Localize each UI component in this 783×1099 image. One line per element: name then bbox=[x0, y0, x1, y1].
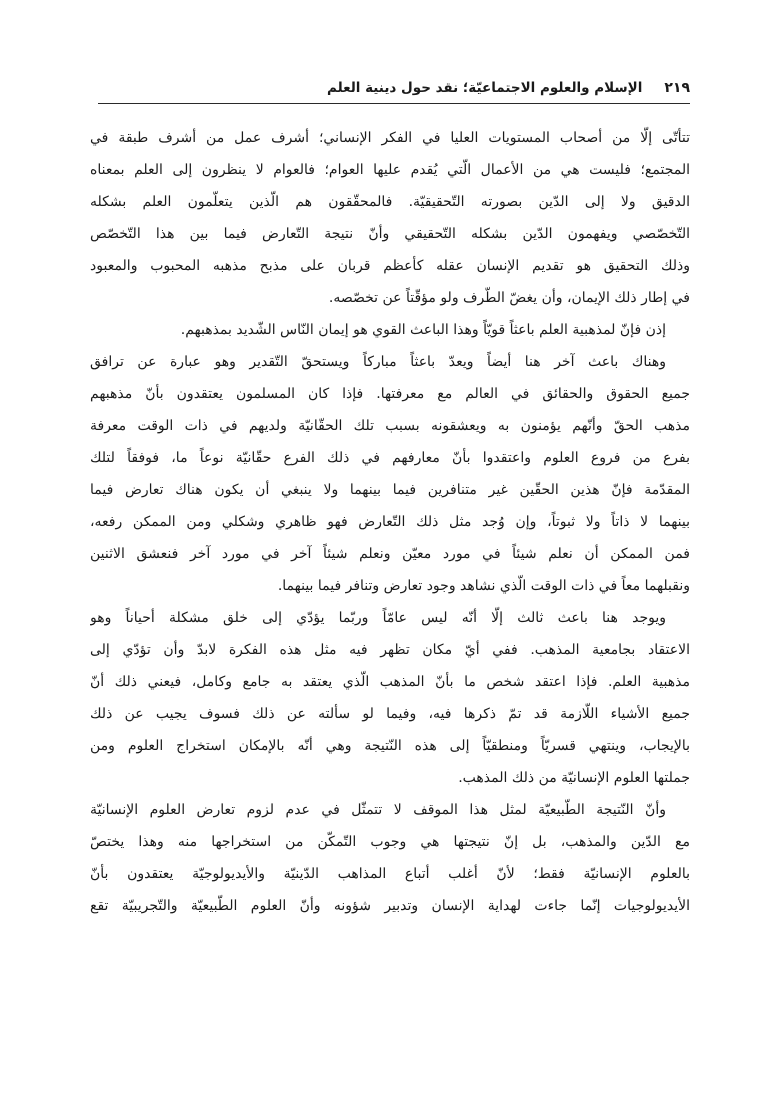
text-line: الأيديولوجيات إنّما جاءت لهداية الإنسان وتدبير شؤونه وأنّ العلوم الطّبيعيّة والتّجريبيّة تقع bbox=[90, 898, 690, 914]
body-text bbox=[90, 122, 690, 922]
text-line: وهناك باعث آخر هنا أيضاً ويعدّ باعثاً مباركاً ويستحقّ التّقدير وهو عبارة عن ترافق bbox=[90, 354, 666, 370]
text-line: جميع الأشياء اللّازمة قد تمّ ذكرها فيه، وفيما لو سألته عن ذلك فسوف يجيب عن ذلك bbox=[90, 706, 690, 722]
running-header bbox=[98, 76, 690, 100]
text-line: جميع الحقوق والحقائق في العالم مع معرفتها. فإذا كان المسلمون يعتقدون بأنّ مذهبهم bbox=[90, 386, 690, 402]
text-line: بالعلوم الإنسانيّة فقط؛ لأنّ أغلب أتباع المذاهب الدّينيّة والأيديولوجيّة يعتقدون بأنّ bbox=[90, 866, 690, 882]
page-number: ٢١٩ bbox=[664, 80, 690, 96]
text-line: المقدّمة فإنّ هذين الحقّين غير متنافرين فيما بينهما ولا ينبغي أن يكون هناك تعارض فيما bbox=[90, 482, 690, 498]
text-line: التّخصّصي ويفهمون الدّين بشكله التّحقيقي وأنّ نتيجة التّعارض فيما بين هذا التّخصّص bbox=[90, 226, 690, 242]
text-line: ونقبلهما معاً في ذات الوقت الّذي نشاهد وجود تعارض وتنافر فيما بينهما. bbox=[277, 578, 690, 594]
header-rule bbox=[98, 103, 690, 104]
text-line: الاعتقاد بجامعية المذهب. ففي أيّ مكان تظهر فيه مثل هذه الفكرة لابدّ وأن تؤدّي إلى bbox=[90, 642, 690, 658]
text-line: فمن الممكن أن نعلم شيئاً في مورد معيّن ونعلم شيئاً آخر في مورد آخر فنعشق الاثنين bbox=[90, 546, 690, 562]
text-line: مذهبية العلم. فإذا اعتقد شخص ما بأنّ المذهب الّذي يعتقد به جامع وكامل، فيعني ذلك أنّ bbox=[90, 674, 690, 690]
text-line: بفرع من فروع العلوم واعتقدوا بأنّ معارفهم في ذلك الفرع حقّانيّة نوعاً ما، فوفقاً لتلك bbox=[90, 450, 690, 466]
text-line: إذن فإنّ لمذهبية العلم باعثاً قويّاً وهذا الباعث القوي هو إيمان النّاس الشّديد بمذهبهم. bbox=[180, 322, 666, 338]
text-line: مذهب الحقّ وأنّهم يؤمنون به ويعشقونه بسبب تلك الحقّانيّة ولديهم في ذات الوقت معرفة bbox=[90, 418, 690, 434]
text-line: مع الدّين والمذهب، بل إنّ نتيجتها هي وجوب التّمكّن من استخراجها منه وهذا يختصّ bbox=[90, 834, 690, 850]
text-line: بالإيجاب، وينتهي قسريّاً ومنطقيّاً إلى هذه النّتيجة وهي أنّه بالإمكان استخراج العلوم ومن bbox=[90, 738, 690, 754]
text-line: الدقيق ولا إلى الدّين بصورته التّحقيقيّة. فالمحقّقون هم الّذين يتعلّمون العلم بشكله bbox=[90, 194, 690, 210]
text-line: وذلك التحقيق هو تقديم الإنسان عقله كأعظم قربان على مذبح مذهبه المحبوب والمعبود bbox=[90, 258, 690, 274]
text-line: في إطار ذلك الإيمان، وأن يغضّ الطّرف ولو مؤقّتاً عن تخصّصه. bbox=[328, 290, 690, 306]
text-line: تتأتّى إلّا من أصحاب المستويات العليا في الفكر الإنساني؛ أشرف عمل من أشرف طبقة في bbox=[90, 130, 690, 146]
text-line: بينهما لا ذاتاً ولا ثبوتاً، وإن وُجد مثل ذلك التّعارض فهو ظاهري وشكلي ومن الممكن رفعه، bbox=[90, 514, 690, 530]
text-line: جملتها العلوم الإنسانيّة من ذلك المذهب. bbox=[458, 770, 690, 786]
text-line: وأنّ النّتيجة الطّبيعيّة لمثل هذا الموقف لا تتمثّل في عدم لزوم تعارض العلوم الإنسانيّة bbox=[90, 802, 666, 818]
text-line: المجتمع؛ فليست هي من الأعمال الّتي يُقدم عليها العوام؛ فالعوام لا ينظرون إلى العلم بمعناه bbox=[90, 162, 690, 178]
text-line: ويوجد هنا باعث ثالث إلّا أنّه ليس عامّاً وربّما يؤدّي إلى خلق مشكلة أحياناً وهو bbox=[90, 610, 666, 626]
running-header-title: الإسلام والعلوم الاجتماعيّة؛ نقد حول دينية العلم bbox=[327, 80, 643, 96]
